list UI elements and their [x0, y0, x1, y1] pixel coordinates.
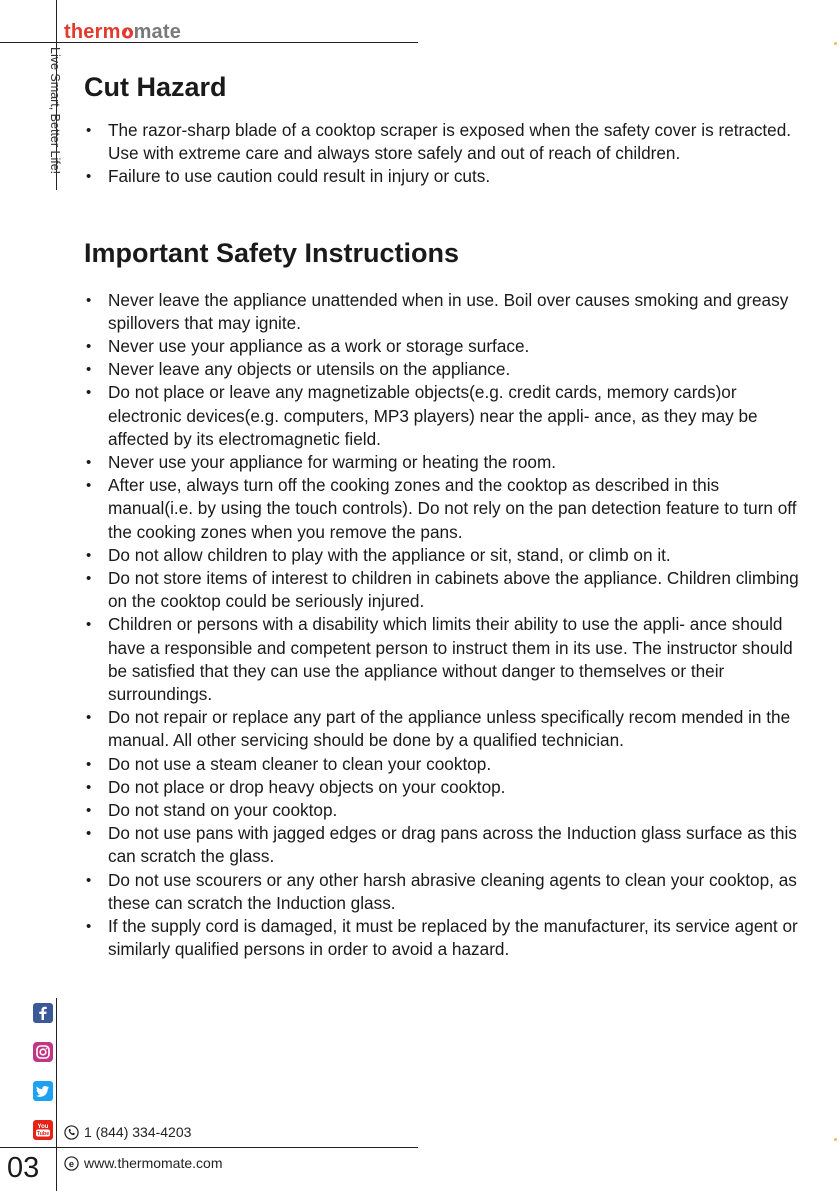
- instagram-icon[interactable]: [33, 1042, 53, 1062]
- phone-icon: [64, 1125, 79, 1140]
- website-link[interactable]: www.thermomate.com: [84, 1155, 223, 1171]
- list-item: • Never leave any objects or utensils on the appliance.: [84, 358, 804, 381]
- safety-instructions-section: [84, 236, 804, 962]
- youtube-icon[interactable]: [33, 1120, 53, 1140]
- edge-mark-bottom: [834, 1138, 837, 1141]
- list-item: • Never use your appliance as a work or storage surface.: [84, 335, 804, 358]
- main-content: [84, 70, 804, 962]
- list-item: • Never leave the appliance unattended when in use. Boil over causes smoking and greasy spillovers that may ignite.: [84, 289, 804, 335]
- web-icon: [64, 1156, 79, 1171]
- safety-instructions-list: [84, 289, 804, 962]
- brand-tagline: Live Smart, Better Life!: [48, 47, 62, 175]
- list-item: • Children or persons with a disability which limits their ability to use the appli- ance should have a responsible and competent person to instruct them in its use. The instructor should be satisfied that they can use the appliance without danger to themselves or their surroundings.: [84, 613, 804, 706]
- svg-text:You: You: [37, 1124, 49, 1130]
- list-item: • Do not repair or replace any part of the appliance unless specifically recom mended in the manual. All other servicing should be done by a qualified technician.: [84, 706, 804, 752]
- edge-mark-top: [834, 42, 837, 45]
- list-item: • Do not use a steam cleaner to clean your cooktop.: [84, 753, 804, 776]
- list-item: • Do not place or leave any magnetizable objects(e.g. credit cards, memory cards)or electronic devices(e.g. computers, MP3 players) near the appli- ance, as they may be affected by its electromagnetic field.: [84, 381, 804, 451]
- brand-logo-part1: therm: [64, 21, 121, 43]
- cut-hazard-list: [84, 119, 804, 189]
- footer-rule: [0, 1147, 418, 1148]
- list-item: • Do not allow children to play with the appliance or sit, stand, or climb on it.: [84, 544, 804, 567]
- list-item: • Do not place or drop heavy objects on your cooktop.: [84, 776, 804, 799]
- list-item: • The razor-sharp blade of a cooktop scraper is exposed when the safety cover is retracted. Use with extreme care and always store safely and out of reach of children.: [84, 119, 804, 165]
- section-title-safety-instructions: Important Safety Instructions: [84, 237, 460, 268]
- phone-contact: [64, 1124, 191, 1140]
- phone-number: 1 (844) 334-4203: [84, 1124, 192, 1140]
- left-margin-rule-bottom: [56, 998, 57, 1191]
- list-item: • Do not store items of interest to children in cabinets above the appliance. Children climbing on the cooktop could be seriously injured.: [84, 567, 804, 613]
- brand-logo: [64, 20, 181, 44]
- list-item: • If the supply cord is damaged, it must be replaced by the manufacturer, its service agent or similarly qualified persons in order to avoid a hazard.: [84, 915, 804, 961]
- list-item: • After use, always turn off the cooking zones and the cooktop as described in this manual(i.e. by using the touch controls). Do not rely on the pan detection feature to turn off the cooking zones when you remove the pans.: [84, 474, 804, 544]
- list-item: • Do not use pans with jagged edges or drag pans across the Induction glass surface as this can scratch the glass.: [84, 822, 804, 868]
- section-title-cut-hazard: Cut Hazard: [84, 72, 227, 102]
- list-item: • Do not use scourers or any other harsh abrasive cleaning agents to clean your cooktop, as these can scratch the Induction glass.: [84, 869, 804, 915]
- list-item: • Never use your appliance for warming or heating the room.: [84, 451, 804, 474]
- list-item: • Do not stand on your cooktop.: [84, 799, 804, 822]
- website-contact: [64, 1155, 222, 1171]
- list-item: • Failure to use caution could result in injury or cuts.: [84, 165, 804, 188]
- page-number: 03: [7, 1152, 40, 1184]
- svg-text:e: e: [68, 1158, 75, 1169]
- twitter-icon[interactable]: [33, 1081, 53, 1101]
- flame-icon: [121, 26, 134, 39]
- facebook-icon[interactable]: [33, 1003, 53, 1023]
- header-rule: [0, 42, 418, 43]
- cut-hazard-section: [84, 70, 804, 189]
- svg-text:Tube: Tube: [36, 1131, 50, 1137]
- brand-logo-part2: mate: [133, 21, 182, 43]
